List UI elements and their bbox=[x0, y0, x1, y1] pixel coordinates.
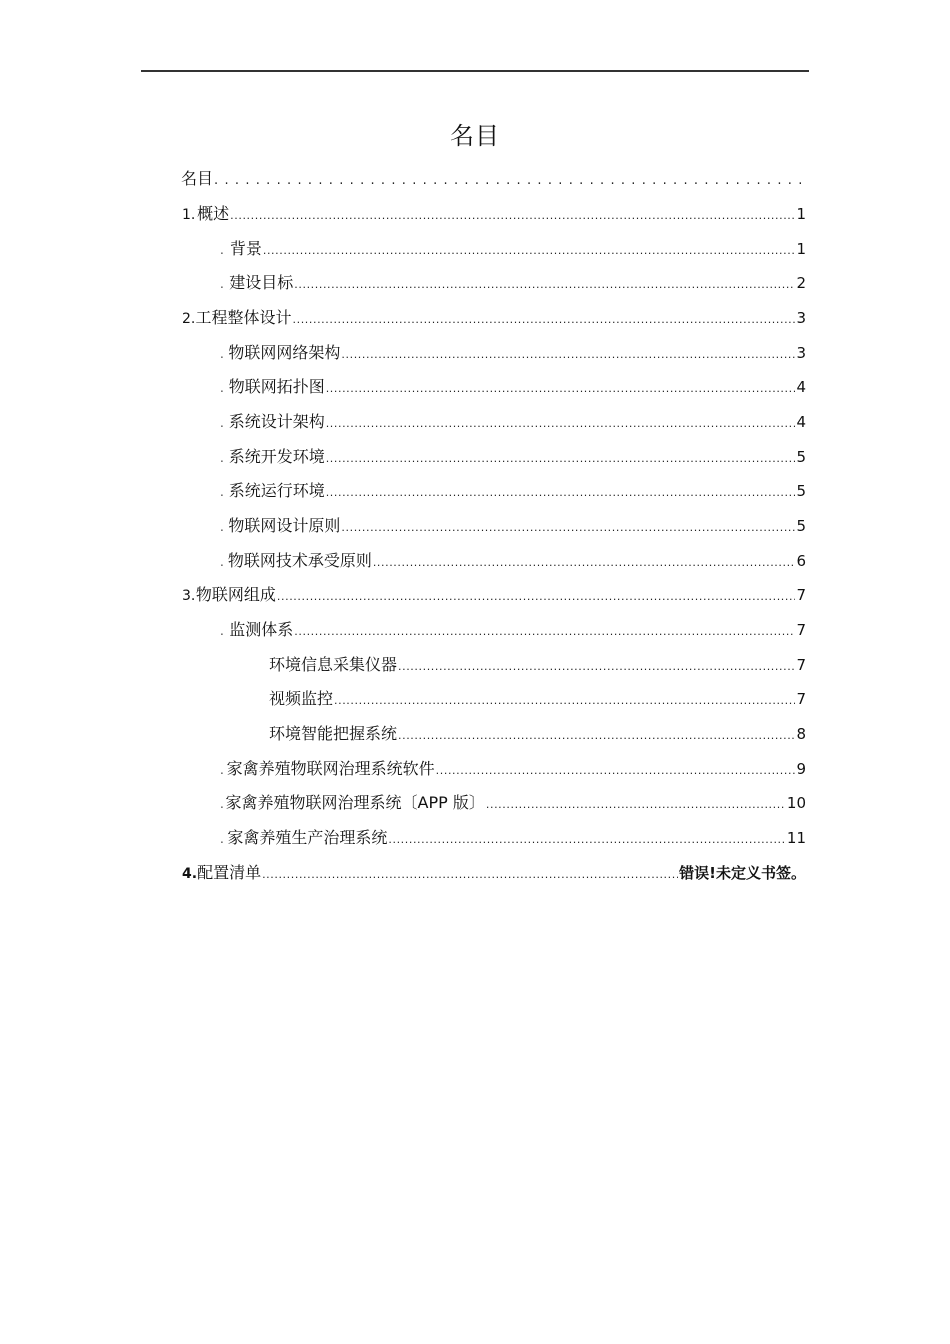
toc-entry-number: . bbox=[220, 347, 224, 361]
toc-entry[interactable] bbox=[220, 446, 806, 470]
toc-entry-label: 环境智能把握系统 bbox=[269, 724, 398, 743]
toc-entry-label: 物联网设计原则 bbox=[228, 516, 341, 535]
toc-entry[interactable] bbox=[269, 723, 806, 747]
toc-dot-leader bbox=[263, 240, 796, 262]
toc-entry-label: 物联网拓扑图 bbox=[228, 377, 325, 396]
toc-entry-number: . bbox=[220, 416, 224, 430]
toc-entry-page: 4 bbox=[796, 378, 806, 396]
page-title: 名目 bbox=[450, 122, 500, 150]
toc-entry-number: . bbox=[220, 451, 224, 465]
toc-entry-page: 10 bbox=[786, 794, 806, 812]
toc-entry-error-message: 错误!未定义书签。 bbox=[679, 864, 806, 882]
toc-entry-page: 11 bbox=[786, 829, 806, 847]
toc-entry-page: 9 bbox=[796, 760, 806, 778]
toc-entry[interactable] bbox=[220, 342, 806, 366]
toc-dot-leader bbox=[262, 864, 678, 886]
toc-entry[interactable] bbox=[181, 168, 804, 192]
toc-entry-label: 物联网组成 bbox=[195, 585, 276, 604]
toc-entry[interactable] bbox=[220, 376, 806, 400]
toc-entry-page: 1 bbox=[796, 205, 806, 223]
toc-entry[interactable] bbox=[220, 272, 806, 296]
toc-entry-number: . bbox=[220, 243, 224, 257]
toc-entry[interactable] bbox=[220, 515, 806, 539]
toc-entry[interactable] bbox=[220, 619, 806, 643]
header-rule bbox=[141, 70, 809, 72]
toc-entry[interactable] bbox=[182, 307, 806, 331]
toc-entry-number: 2. bbox=[182, 311, 196, 327]
toc-dot-leader bbox=[341, 517, 795, 539]
toc-entry-page: 8 bbox=[796, 725, 806, 743]
toc-entry-number: . bbox=[220, 555, 224, 569]
toc-entry-number: . bbox=[220, 832, 224, 846]
toc-dot-leader bbox=[436, 760, 796, 782]
toc-dot-leader bbox=[334, 690, 795, 712]
toc-entry[interactable] bbox=[220, 758, 806, 782]
toc-dot-leader bbox=[294, 274, 795, 296]
toc-entry-page: 2 bbox=[796, 274, 806, 292]
toc-entry-number: 1. bbox=[182, 207, 196, 223]
toc-entry-label: 物联网技术承受原则 bbox=[227, 551, 372, 570]
toc-dot-leader bbox=[293, 309, 796, 331]
toc-entry-page: 3 bbox=[796, 309, 806, 327]
toc-entry-number: . bbox=[220, 763, 224, 777]
toc-dot-leader bbox=[326, 482, 796, 504]
toc-entry[interactable] bbox=[182, 203, 806, 227]
toc-entry-number: . bbox=[220, 797, 224, 811]
toc-entry-number: 3. bbox=[182, 588, 196, 604]
toc-entry-page: 5 bbox=[796, 517, 806, 535]
toc-entry-label: 系统开发环境 bbox=[228, 447, 325, 466]
toc-entry[interactable] bbox=[220, 411, 806, 435]
toc-entry[interactable] bbox=[182, 862, 806, 886]
toc-dot-leader bbox=[398, 725, 795, 747]
toc-entry-label: 监测体系 bbox=[229, 620, 294, 639]
toc-dot-leader bbox=[326, 378, 796, 400]
toc-entry-label: 家禽养殖生产治理系统 bbox=[227, 828, 388, 847]
toc-entry-number: . bbox=[220, 485, 224, 499]
toc-entry[interactable] bbox=[220, 792, 806, 816]
toc-entry-label: 配置清单 bbox=[197, 863, 262, 882]
toc-entry[interactable] bbox=[269, 654, 806, 678]
toc-entry-page: 7 bbox=[796, 656, 806, 674]
toc-entry-page: 7 bbox=[796, 690, 806, 708]
toc-entry-page: 5 bbox=[796, 482, 806, 500]
toc-dot-leader bbox=[294, 621, 795, 643]
toc-entry-page: 7 bbox=[796, 586, 806, 604]
toc-entry[interactable] bbox=[220, 480, 806, 504]
toc-entry-page: 5 bbox=[796, 448, 806, 466]
toc-dot-leader bbox=[341, 344, 795, 366]
toc-entry-label: 系统运行环境 bbox=[228, 481, 325, 500]
toc-entry-label: 家禽养殖物联网治理系统软件 bbox=[226, 759, 435, 778]
toc-entry-label: 系统设计架构 bbox=[228, 412, 325, 431]
toc-entry-label: 物联网网络架构 bbox=[228, 343, 341, 362]
toc-entry-page: 4 bbox=[796, 413, 806, 431]
toc-entry[interactable] bbox=[269, 688, 806, 712]
toc-entry[interactable] bbox=[220, 550, 806, 574]
toc-entry-number: . bbox=[220, 381, 224, 395]
toc-entry-label: 名目 bbox=[181, 169, 214, 188]
toc-entry-page: 7 bbox=[796, 621, 806, 639]
toc-dot-leader bbox=[326, 448, 796, 470]
toc-dot-leader bbox=[373, 552, 796, 574]
toc-dot-leader bbox=[486, 794, 786, 816]
toc-entry-page: 6 bbox=[796, 552, 806, 570]
toc-dot-leader bbox=[277, 586, 796, 608]
toc-dot-leader bbox=[214, 170, 803, 192]
toc-entry[interactable] bbox=[220, 238, 806, 262]
toc-entry[interactable] bbox=[182, 584, 806, 608]
toc-entry-label: 家禽养殖物联网治理系统〔APP 版〕 bbox=[225, 793, 485, 812]
toc-entry-label: 工程整体设计 bbox=[195, 308, 292, 327]
toc-entry-number: . bbox=[220, 624, 224, 638]
toc-entry-label: 视频监控 bbox=[269, 689, 334, 708]
toc-dot-leader bbox=[326, 413, 796, 435]
toc-entry-label: 背景 bbox=[229, 239, 262, 258]
toc-entry[interactable] bbox=[220, 827, 806, 851]
toc-entry-label: 概述 bbox=[197, 204, 230, 223]
toc-entry-number: . bbox=[220, 520, 224, 534]
toc-dot-leader bbox=[388, 829, 786, 851]
toc-entry-number: . bbox=[220, 277, 224, 291]
toc-entry-page: 3 bbox=[796, 344, 806, 362]
toc-dot-leader bbox=[230, 205, 795, 227]
toc-entry-number: 4. bbox=[182, 866, 198, 882]
toc-entry-page: 1 bbox=[796, 240, 806, 258]
toc-entry-label: 环境信息采集仪器 bbox=[269, 655, 398, 674]
toc-entry-label: 建设目标 bbox=[229, 273, 294, 292]
toc-dot-leader bbox=[398, 656, 795, 678]
